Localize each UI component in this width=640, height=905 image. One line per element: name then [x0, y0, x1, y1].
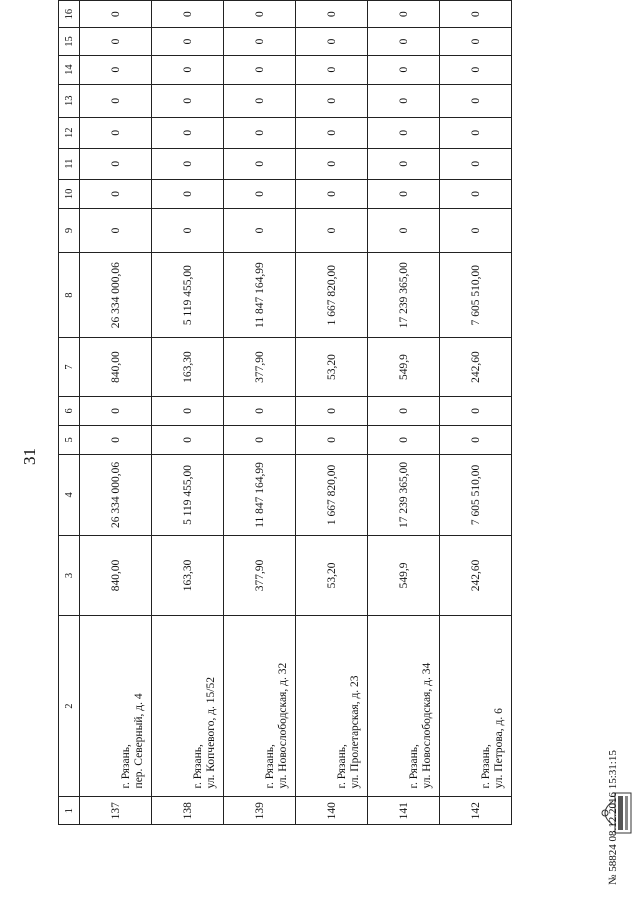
value-cell: 0 — [152, 28, 224, 55]
value-cell: 0 — [368, 84, 440, 117]
value-cell: 377,90 — [224, 338, 296, 397]
value-cell: 53,20 — [296, 536, 368, 616]
address-city: г. Рязань, — [336, 744, 348, 789]
value-cell: 0 — [224, 148, 296, 179]
value-cell: 840,00 — [80, 338, 152, 397]
value-cell: 377,90 — [224, 536, 296, 616]
column-header: 11 — [59, 148, 80, 179]
value-cell: 0 — [152, 396, 224, 425]
column-header: 10 — [59, 179, 80, 208]
table-row — [80, 1, 152, 825]
value-cell: 163,30 — [152, 338, 224, 397]
value-cell: 0 — [80, 179, 152, 208]
value-cell: 0 — [80, 84, 152, 117]
value-cell: 0 — [224, 208, 296, 252]
table-body — [80, 1, 512, 825]
value-cell: 0 — [224, 84, 296, 117]
value-cell: 0 — [440, 396, 512, 425]
column-header: 5 — [59, 425, 80, 454]
value-cell: 0 — [224, 396, 296, 425]
value-cell: 0 — [152, 179, 224, 208]
row-number-cell: 139 — [224, 797, 296, 825]
value-cell: 0 — [368, 1, 440, 28]
value-cell: 0 — [296, 55, 368, 84]
column-header: 12 — [59, 117, 80, 148]
column-header: 1 — [59, 797, 80, 825]
address-street: ул. Копчевого, д. 15/52 — [205, 677, 217, 789]
value-cell: 0 — [152, 208, 224, 252]
value-cell: 0 — [440, 179, 512, 208]
value-cell: 0 — [80, 117, 152, 148]
value-cell: 0 — [224, 55, 296, 84]
value-cell: 0 — [152, 84, 224, 117]
address-city: г. Рязань, — [264, 744, 276, 789]
address-city: г. Рязань, — [120, 744, 132, 789]
column-header: 8 — [59, 253, 80, 338]
value-cell: 7 605 510,00 — [440, 454, 512, 535]
header-row — [59, 1, 80, 825]
column-header: 3 — [59, 536, 80, 616]
table-row — [296, 1, 368, 825]
value-cell: 0 — [224, 425, 296, 454]
address-street: ул. Новослободская, д. 32 — [277, 662, 289, 789]
address-street: ул. Петрова, д. 6 — [493, 708, 505, 789]
table-row — [440, 1, 512, 825]
column-header: 7 — [59, 338, 80, 397]
value-cell: 549,9 — [368, 338, 440, 397]
address-cell — [224, 615, 296, 797]
value-cell: 7 605 510,00 — [440, 253, 512, 338]
column-header: 9 — [59, 208, 80, 252]
value-cell: 549,9 — [368, 536, 440, 616]
value-cell: 1 667 820,00 — [296, 454, 368, 535]
address-cell — [296, 615, 368, 797]
value-cell: 242,60 — [440, 338, 512, 397]
value-cell: 0 — [368, 55, 440, 84]
column-header: 14 — [59, 55, 80, 84]
value-cell: 0 — [296, 179, 368, 208]
value-cell: 17 239 365,00 — [368, 454, 440, 535]
address-cell — [368, 615, 440, 797]
value-cell: 26 334 000,06 — [80, 454, 152, 535]
column-header: 16 — [59, 1, 80, 28]
value-cell: 0 — [80, 396, 152, 425]
value-cell: 0 — [224, 117, 296, 148]
address-street: ул. Новослободская, д. 34 — [421, 662, 433, 789]
table-row — [368, 1, 440, 825]
value-cell: 0 — [368, 148, 440, 179]
address-street: пер. Северный, д. 4 — [133, 693, 145, 789]
value-cell: 0 — [80, 425, 152, 454]
value-cell: 0 — [368, 28, 440, 55]
column-header: 15 — [59, 28, 80, 55]
value-cell: 0 — [440, 148, 512, 179]
address-cell — [440, 615, 512, 797]
row-number-cell: 138 — [152, 797, 224, 825]
value-cell: 0 — [368, 117, 440, 148]
value-cell: 0 — [440, 28, 512, 55]
value-cell: 11 847 164,99 — [224, 454, 296, 535]
value-cell: 26 334 000,06 — [80, 253, 152, 338]
value-cell: 5 119 455,00 — [152, 454, 224, 535]
value-cell: 0 — [440, 117, 512, 148]
address-city: г. Рязань, — [480, 744, 492, 789]
value-cell: 0 — [152, 425, 224, 454]
value-cell: 17 239 365,00 — [368, 253, 440, 338]
column-header: 13 — [59, 84, 80, 117]
value-cell: 0 — [368, 425, 440, 454]
value-cell: 0 — [296, 117, 368, 148]
value-cell: 0 — [224, 179, 296, 208]
value-cell: 163,30 — [152, 536, 224, 616]
table-row — [152, 1, 224, 825]
value-cell: 0 — [296, 148, 368, 179]
value-cell: 0 — [80, 1, 152, 28]
column-header: 2 — [59, 615, 80, 797]
value-cell: 0 — [80, 208, 152, 252]
value-cell: 1 667 820,00 — [296, 253, 368, 338]
address-cell — [152, 615, 224, 797]
value-cell: 0 — [440, 84, 512, 117]
value-cell: 0 — [440, 1, 512, 28]
value-cell: 0 — [368, 179, 440, 208]
row-number-cell: 142 — [440, 797, 512, 825]
row-number-cell: 140 — [296, 797, 368, 825]
value-cell: 0 — [440, 208, 512, 252]
value-cell: 0 — [440, 425, 512, 454]
value-cell: 0 — [296, 28, 368, 55]
row-number-cell: 141 — [368, 797, 440, 825]
value-cell: 840,00 — [80, 536, 152, 616]
value-cell: 0 — [296, 84, 368, 117]
value-cell: 0 — [296, 1, 368, 28]
value-cell: 0 — [152, 55, 224, 84]
data-table — [58, 0, 512, 825]
address-city: г. Рязань, — [192, 744, 204, 789]
registration-number: № 58824 08.12.2016 15:31:15 — [607, 750, 619, 885]
row-number-cell: 137 — [80, 797, 152, 825]
value-cell: 0 — [152, 148, 224, 179]
value-cell: 0 — [440, 55, 512, 84]
value-cell: 0 — [152, 117, 224, 148]
value-cell: 0 — [80, 28, 152, 55]
address-street: ул. Пролетарская, д. 23 — [349, 675, 361, 789]
value-cell: 0 — [368, 396, 440, 425]
value-cell: 242,60 — [440, 536, 512, 616]
value-cell: 0 — [224, 28, 296, 55]
value-cell: 5 119 455,00 — [152, 253, 224, 338]
value-cell: 53,20 — [296, 338, 368, 397]
value-cell: 0 — [80, 55, 152, 84]
value-cell: 0 — [368, 208, 440, 252]
page-number: 31 — [20, 448, 39, 465]
column-header: 4 — [59, 454, 80, 535]
value-cell: 0 — [296, 208, 368, 252]
column-header: 6 — [59, 396, 80, 425]
address-city: г. Рязань, — [408, 744, 420, 789]
value-cell: 0 — [80, 148, 152, 179]
value-cell: 11 847 164,99 — [224, 253, 296, 338]
value-cell: 0 — [296, 425, 368, 454]
table-row — [224, 1, 296, 825]
address-cell — [80, 615, 152, 797]
value-cell: 0 — [296, 396, 368, 425]
value-cell: 0 — [152, 1, 224, 28]
value-cell: 0 — [224, 1, 296, 28]
